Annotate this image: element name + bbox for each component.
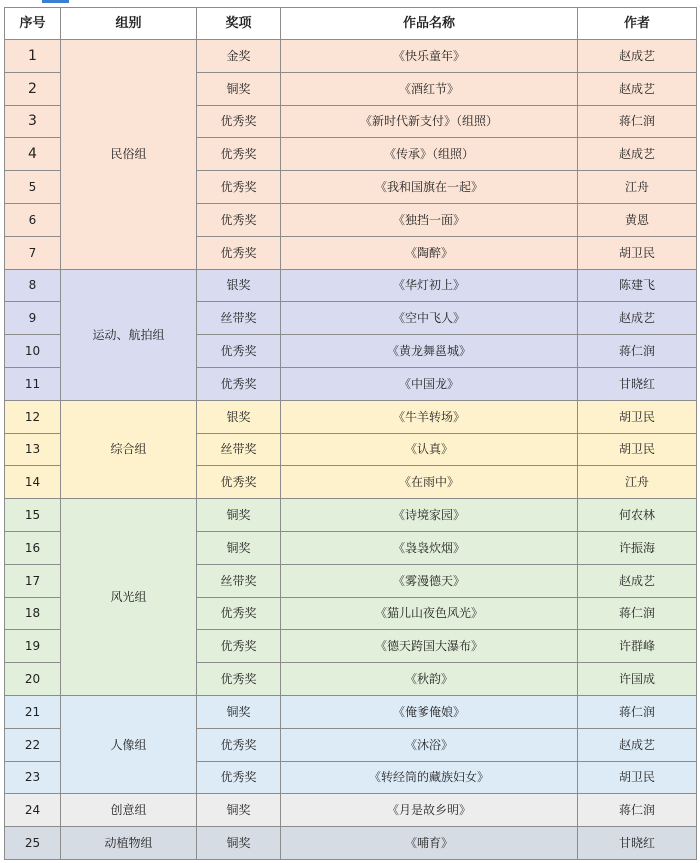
group-cell: 运动、航拍组 bbox=[61, 269, 197, 400]
header-title: 作品名称 bbox=[281, 8, 578, 40]
row-no: 3 bbox=[5, 105, 61, 138]
row-title: 《独挡一面》 bbox=[281, 203, 578, 236]
row-author: 赵成艺 bbox=[578, 40, 697, 73]
row-author: 许振海 bbox=[578, 531, 697, 564]
row-title: 《转经筒的藏族妇女》 bbox=[281, 761, 578, 794]
header-group: 组别 bbox=[61, 8, 197, 40]
row-author: 江舟 bbox=[578, 466, 697, 499]
row-award: 优秀奖 bbox=[197, 761, 281, 794]
row-no: 9 bbox=[5, 302, 61, 335]
header-award: 奖项 bbox=[197, 8, 281, 40]
row-title: 《沐浴》 bbox=[281, 728, 578, 761]
row-award: 优秀奖 bbox=[197, 236, 281, 269]
row-title: 《传承》（组照） bbox=[281, 138, 578, 171]
row-title: 《中国龙》 bbox=[281, 367, 578, 400]
row-no: 23 bbox=[5, 761, 61, 794]
row-author: 赵成艺 bbox=[578, 728, 697, 761]
row-no: 2 bbox=[5, 72, 61, 105]
row-title: 《新时代新支付》（组照） bbox=[281, 105, 578, 138]
row-author: 蒋仁润 bbox=[578, 105, 697, 138]
row-award: 铜奖 bbox=[197, 72, 281, 105]
row-award: 优秀奖 bbox=[197, 630, 281, 663]
row-no: 15 bbox=[5, 499, 61, 532]
row-author: 蒋仁润 bbox=[578, 335, 697, 368]
row-no: 14 bbox=[5, 466, 61, 499]
row-title: 《俺爹俺娘》 bbox=[281, 695, 578, 728]
row-title: 《月是故乡明》 bbox=[281, 794, 578, 827]
row-award: 优秀奖 bbox=[197, 171, 281, 204]
row-no: 18 bbox=[5, 597, 61, 630]
row-title: 《华灯初上》 bbox=[281, 269, 578, 302]
row-no: 12 bbox=[5, 400, 61, 433]
row-no: 1 bbox=[5, 40, 61, 73]
table-row bbox=[5, 827, 697, 860]
row-author: 胡卫民 bbox=[578, 236, 697, 269]
top-accent-line bbox=[42, 0, 69, 3]
row-author: 胡卫民 bbox=[578, 400, 697, 433]
row-no: 24 bbox=[5, 794, 61, 827]
row-no: 22 bbox=[5, 728, 61, 761]
row-award: 铜奖 bbox=[197, 794, 281, 827]
row-award: 银奖 bbox=[197, 269, 281, 302]
row-title: 《猫儿山夜色风光》 bbox=[281, 597, 578, 630]
group-cell: 人像组 bbox=[61, 695, 197, 793]
table-row bbox=[5, 499, 697, 532]
row-award: 优秀奖 bbox=[197, 203, 281, 236]
row-title: 《认真》 bbox=[281, 433, 578, 466]
row-award: 优秀奖 bbox=[197, 663, 281, 696]
table-row bbox=[5, 695, 697, 728]
row-title: 《我和国旗在一起》 bbox=[281, 171, 578, 204]
row-title: 《在雨中》 bbox=[281, 466, 578, 499]
row-author: 甘晓红 bbox=[578, 367, 697, 400]
group-cell: 风光组 bbox=[61, 499, 197, 696]
row-author: 蒋仁润 bbox=[578, 695, 697, 728]
row-no: 10 bbox=[5, 335, 61, 368]
table-row bbox=[5, 269, 697, 302]
row-author: 胡卫民 bbox=[578, 761, 697, 794]
row-author: 赵成艺 bbox=[578, 138, 697, 171]
row-title: 《黄龙舞邕城》 bbox=[281, 335, 578, 368]
row-title: 《酒红节》 bbox=[281, 72, 578, 105]
row-no: 19 bbox=[5, 630, 61, 663]
row-award: 铜奖 bbox=[197, 695, 281, 728]
row-title: 《秋韵》 bbox=[281, 663, 578, 696]
header-row bbox=[5, 8, 697, 40]
row-no: 5 bbox=[5, 171, 61, 204]
row-title: 《牛羊转场》 bbox=[281, 400, 578, 433]
group-cell: 民俗组 bbox=[61, 40, 197, 270]
row-author: 何农林 bbox=[578, 499, 697, 532]
row-title: 《诗境家园》 bbox=[281, 499, 578, 532]
row-no: 20 bbox=[5, 663, 61, 696]
header-author: 作者 bbox=[578, 8, 697, 40]
row-no: 25 bbox=[5, 827, 61, 860]
row-author: 许群峰 bbox=[578, 630, 697, 663]
row-award: 优秀奖 bbox=[197, 728, 281, 761]
row-award: 优秀奖 bbox=[197, 367, 281, 400]
row-no: 8 bbox=[5, 269, 61, 302]
row-award: 铜奖 bbox=[197, 499, 281, 532]
row-no: 6 bbox=[5, 203, 61, 236]
row-no: 4 bbox=[5, 138, 61, 171]
row-title: 《哺育》 bbox=[281, 827, 578, 860]
row-award: 优秀奖 bbox=[197, 105, 281, 138]
row-author: 赵成艺 bbox=[578, 564, 697, 597]
row-author: 赵成艺 bbox=[578, 72, 697, 105]
row-author: 黄恩 bbox=[578, 203, 697, 236]
row-title: 《陶醉》 bbox=[281, 236, 578, 269]
row-award: 优秀奖 bbox=[197, 466, 281, 499]
row-no: 16 bbox=[5, 531, 61, 564]
row-title: 《空中飞人》 bbox=[281, 302, 578, 335]
row-author: 蒋仁润 bbox=[578, 597, 697, 630]
row-no: 21 bbox=[5, 695, 61, 728]
row-author: 胡卫民 bbox=[578, 433, 697, 466]
row-author: 陈建飞 bbox=[578, 269, 697, 302]
row-title: 《德天跨国大瀑布》 bbox=[281, 630, 578, 663]
group-cell: 综合组 bbox=[61, 400, 197, 498]
row-award: 丝带奖 bbox=[197, 564, 281, 597]
table-row bbox=[5, 40, 697, 73]
group-cell: 动植物组 bbox=[61, 827, 197, 860]
row-award: 铜奖 bbox=[197, 827, 281, 860]
row-award: 优秀奖 bbox=[197, 138, 281, 171]
row-no: 7 bbox=[5, 236, 61, 269]
row-award: 铜奖 bbox=[197, 531, 281, 564]
row-award: 丝带奖 bbox=[197, 302, 281, 335]
row-no: 13 bbox=[5, 433, 61, 466]
row-award: 优秀奖 bbox=[197, 597, 281, 630]
row-title: 《袅袅炊烟》 bbox=[281, 531, 578, 564]
row-award: 银奖 bbox=[197, 400, 281, 433]
row-title: 《快乐童年》 bbox=[281, 40, 578, 73]
row-author: 甘晓红 bbox=[578, 827, 697, 860]
row-author: 赵成艺 bbox=[578, 302, 697, 335]
row-no: 17 bbox=[5, 564, 61, 597]
row-award: 金奖 bbox=[197, 40, 281, 73]
header-no: 序号 bbox=[5, 8, 61, 40]
table-row bbox=[5, 794, 697, 827]
row-no: 11 bbox=[5, 367, 61, 400]
row-award: 优秀奖 bbox=[197, 335, 281, 368]
group-cell: 创意组 bbox=[61, 794, 197, 827]
row-author: 许国成 bbox=[578, 663, 697, 696]
row-title: 《雾漫德天》 bbox=[281, 564, 578, 597]
row-author: 蒋仁润 bbox=[578, 794, 697, 827]
awards-table bbox=[4, 7, 697, 860]
row-author: 江舟 bbox=[578, 171, 697, 204]
row-award: 丝带奖 bbox=[197, 433, 281, 466]
table-row bbox=[5, 400, 697, 433]
